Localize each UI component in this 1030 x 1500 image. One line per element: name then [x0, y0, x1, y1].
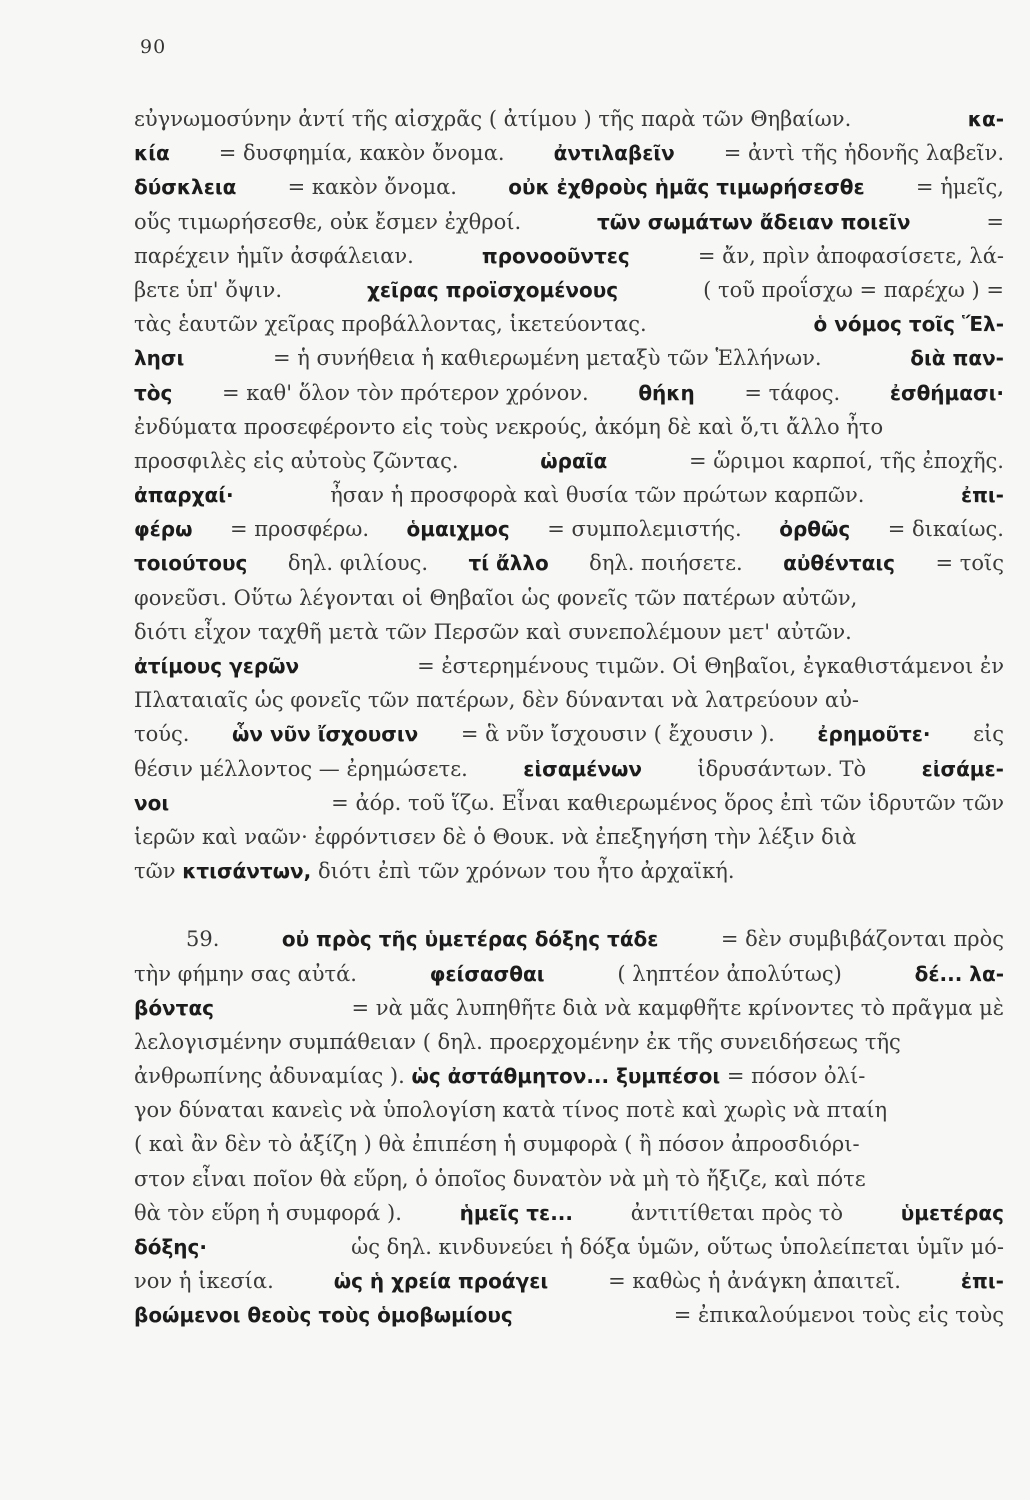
lemma-term: ὡς ἀστάθμητον... ξυμπέσοι: [411, 1064, 721, 1089]
gloss-text: = ἄν, πρὶν ἀποφασίσετε, λά-: [697, 243, 1004, 268]
text-line: [134, 1093, 1004, 1127]
text-line: [134, 1162, 1004, 1196]
gloss-text: = ἀντὶ τῆς ἡδονῆς λαβεῖν.: [723, 141, 1004, 166]
gloss-text: ἦσαν ἡ προσφορὰ καὶ θυσία τῶν πρώτων καρπῶν.: [330, 483, 865, 508]
gloss-text: ( τοῦ προΐσχω = παρέχω ) =: [703, 277, 1004, 302]
gloss-text: διότι εἶχον ταχθῆ μετὰ τῶν Περσῶν καὶ συνεπολέμουν μετ' αὐτῶν.: [134, 619, 852, 644]
lemma-term: τοιούτους: [134, 551, 248, 576]
text-line: [134, 1196, 1004, 1230]
lemma-term: αὐθένταις: [783, 551, 896, 576]
text-line: [134, 922, 1004, 956]
text-line: [134, 683, 1004, 717]
text-line: [134, 1230, 1004, 1264]
text-line: [134, 410, 1004, 444]
text-line: [134, 239, 1004, 273]
lemma-term: διὰ παν-: [910, 346, 1004, 371]
text-line: [134, 581, 1004, 615]
text-line: [134, 1264, 1004, 1298]
gloss-text: ἀνθρωπίνης ἀδυναμίας ).: [134, 1064, 405, 1089]
text-line: [134, 991, 1004, 1025]
gloss-text: = τάφος.: [744, 380, 841, 405]
lemma-term: ὁ νόμος τοῖς Ἕλ-: [813, 312, 1004, 337]
gloss-text: = δυσφημία, κακὸν ὄνομα.: [218, 141, 505, 166]
lemma-term: ἡμεῖς τε...: [459, 1200, 573, 1225]
text-line: [134, 170, 1004, 204]
lemma-term: νοι: [134, 790, 170, 815]
lemma-term: εἱσαμένων: [523, 756, 642, 781]
gloss-text: = συμπολεμιστής.: [547, 517, 742, 542]
lemma-term: τί ἄλλο: [468, 551, 549, 576]
text-line: [134, 820, 1004, 854]
gloss-text: δηλ. φιλίους.: [287, 551, 429, 576]
text-line: [134, 512, 1004, 546]
lemma-term: ὀρθῶς: [779, 517, 851, 542]
gloss-text: δηλ. ποιήσετε.: [589, 551, 743, 576]
text-line: [134, 786, 1004, 820]
gloss-text: ὡς δηλ. κινδυνεύει ἡ δόξα ὑμῶν, οὕτως ὑπολείπεται ὑμῖν μό-: [351, 1235, 1004, 1259]
gloss-text: = καθ' ὅλον τὸν πρότερον χρόνον.: [221, 380, 589, 405]
gloss-text: = ὥριμοι καρποί, τῆς ἐποχῆς.: [689, 448, 1004, 473]
text-line: [134, 752, 1004, 786]
gloss-text: βετε ὑπ' ὄψιν.: [134, 277, 282, 302]
gloss-text: = ἐστερημένους τιμῶν. Οἱ Θηβαῖοι, ἐγκαθιστάμενοι ἐν: [417, 654, 1004, 678]
lemma-term: δέ... λα-: [914, 961, 1004, 986]
commentary-text: [134, 102, 1004, 1333]
gloss-text: = δὲν συμβιβάζονται πρὸς: [720, 927, 1004, 952]
gloss-text: φονεῦσι. Οὕτω λέγονται οἱ Θηβαῖοι ὡς φονεῖς τῶν πατέρων αὐτῶν,: [134, 585, 858, 610]
text-line: [134, 1059, 1004, 1093]
lemma-term: φείσασθαι: [429, 961, 545, 986]
text-line: [134, 649, 1004, 683]
lemma-term: ὑμετέρας: [900, 1200, 1004, 1225]
gloss-text: εἰς: [973, 722, 1004, 747]
lemma-term: ἐπι-: [960, 483, 1004, 508]
gloss-text: = δικαίως.: [887, 517, 1004, 542]
text-line: [134, 1298, 1004, 1332]
text-line: [134, 1025, 1004, 1059]
gloss-text: = ἃ νῦν ἴσχουσιν ( ἔχουσιν ).: [460, 722, 775, 747]
gloss-text: = ἡμεῖς,: [915, 175, 1004, 200]
gloss-text: ( καὶ ἂν δὲν τὸ ἀξίζη ) θὰ ἐπιπέση ἡ συμφορὰ ( ἢ πόσον ἀπροσδιόρι-: [134, 1132, 860, 1157]
gloss-text: ἱερῶν καὶ ναῶν· ἐφρόντισεν δὲ ὁ Θουκ. νὰ ἐπεξηγήση τὴν λέξιν διὰ: [134, 824, 857, 849]
gloss-text: γον δύναται κανεὶς νὰ ὑπολογίση κατὰ τίνος ποτὲ καὶ χωρὶς νὰ πταίη: [134, 1098, 888, 1123]
lemma-term: ὡραῖα: [540, 448, 608, 473]
lemma-term: εἰσάμε-: [921, 756, 1004, 781]
gloss-text: τῶν: [134, 859, 176, 884]
text-line: [134, 717, 1004, 751]
gloss-text: = κακὸν ὄνομα.: [287, 175, 457, 200]
text-line: [134, 957, 1004, 991]
lemma-term: λησι: [134, 346, 185, 371]
text-line: [134, 444, 1004, 478]
lemma-term: ἐσθήμασι·: [889, 380, 1004, 405]
lemma-term: ἀπαρχαί·: [134, 483, 234, 508]
lemma-term: θήκη: [638, 380, 695, 405]
gloss-text: = καθὼς ἡ ἀνάγκη ἀπαιτεῖ.: [608, 1269, 901, 1294]
gloss-text: παρέχειν ἡμῖν ἀσφάλειαν.: [134, 243, 414, 268]
lemma-term: κία: [134, 141, 170, 166]
gloss-text: = ἡ συνήθεια ἡ καθιερωμένη μεταξὺ τῶν Ἑλλήνων.: [272, 346, 822, 371]
text-line: [134, 205, 1004, 239]
text-line: [134, 478, 1004, 512]
page-number: 90: [140, 36, 167, 58]
lemma-term: φέρω: [134, 517, 193, 542]
gloss-text: Πλαταιαῖς ὡς φονεῖς τῶν πατέρων, δὲν δύνανται νὰ λατρεύουν αὐ-: [134, 688, 859, 713]
lemma-term: ὁμαιχμος: [406, 517, 510, 542]
gloss-text: λελογισμένην συμπάθειαν ( δηλ. προερχομένην ἐκ τῆς συνειδήσεως τῆς: [134, 1029, 901, 1054]
gloss-text: =: [986, 209, 1004, 234]
gloss-text: τούς.: [134, 722, 190, 747]
gloss-text: θὰ τὸν εὕρη ἡ συμφορά ).: [134, 1200, 402, 1225]
gloss-text: = πόσον ὀλί-: [726, 1064, 866, 1089]
lemma-term: οὐ πρὸς τῆς ὑμετέρας δόξης τάδε: [281, 927, 659, 952]
gloss-text: ἱδρυσάντων. Τὸ: [697, 756, 867, 781]
lemma-term: ὡς ἡ χρεία προάγει: [333, 1269, 549, 1294]
text-line: [134, 341, 1004, 375]
lemma-term: τῶν σωμάτων ἄδειαν ποιεῖν: [597, 209, 911, 234]
gloss-text: = ἐπικαλούμενοι τοὺς εἰς τοὺς: [673, 1303, 1004, 1328]
text-line: [134, 136, 1004, 170]
lemma-term: ἐπι-: [960, 1269, 1004, 1294]
text-line: [134, 546, 1004, 580]
gloss-text: 59.: [186, 927, 220, 952]
gloss-text: ἀντιτίθεται πρὸς τὸ: [630, 1200, 844, 1225]
gloss-text: = προσφέρω.: [229, 517, 370, 542]
lemma-term: δύσκλεια: [134, 175, 237, 200]
gloss-text: = τοῖς: [935, 551, 1004, 576]
gloss-text: προσφιλὲς εἰς αὐτοὺς ζῶντας.: [134, 448, 459, 473]
gloss-text: τὴν φήμην σας αὐτά.: [134, 961, 357, 986]
text-line: [134, 854, 1004, 888]
lemma-term: κτισάντων,: [182, 859, 312, 884]
lemma-term: τὸς: [134, 380, 173, 405]
lemma-term: προνοοῦντες: [481, 243, 630, 268]
gloss-text: θέσιν μέλλοντος — ἐρημώσετε.: [134, 756, 468, 781]
lemma-term: βοώμενοι θεοὺς τοὺς ὁμοβωμίους: [134, 1303, 513, 1328]
gloss-text: τὰς ἑαυτῶν χεῖρας προβάλλοντας, ἱκετεύοντας.: [134, 312, 647, 337]
gloss-text: διότι ἐπὶ τῶν χρόνων του ἦτο ἀρχαϊκή.: [317, 859, 735, 884]
lemma-term: δόξης·: [134, 1235, 207, 1259]
gloss-text: νον ἡ ἱκεσία.: [134, 1269, 274, 1294]
text-line: [134, 102, 1004, 136]
text-line: [134, 376, 1004, 410]
gloss-text: = ἀόρ. τοῦ ἵζω. Εἶναι καθιερωμένος ὅρος ἐπὶ τῶν ἱδρυτῶν τῶν: [331, 790, 1004, 815]
text-line: [134, 307, 1004, 341]
lemma-term: οὐκ ἐχθροὺς ἡμᾶς τιμωρήσεσθε: [508, 175, 865, 200]
gloss-text: = νὰ μᾶς λυπηθῆτε διὰ νὰ καμφθῆτε κρίνοντες τὸ πρᾶγμα μὲ: [351, 995, 1004, 1020]
text-line: [134, 1127, 1004, 1161]
gloss-text: στον εἶναι ποῖον θὰ εὕρη, ὁ ὁποῖος δυνατὸν νὰ μὴ τὸ ἤξιζε, καὶ πότε: [134, 1166, 866, 1191]
lemma-term: κα-: [967, 107, 1004, 131]
lemma-term: χεῖρας προϊσχομένους: [366, 277, 619, 302]
gloss-text: οὕς τιμωρήσεσθε, οὐκ ἔσμεν ἐχθροί.: [134, 209, 522, 234]
text-line: [134, 273, 1004, 307]
lemma-term: ἀτίμους γερῶν: [134, 654, 300, 678]
lemma-term: ὧν νῦν ἴσχουσιν: [232, 722, 419, 747]
lemma-term: ἐρημοῦτε·: [817, 722, 931, 747]
gloss-text: εὐγνωμοσύνην ἀντί τῆς αἰσχρᾶς ( ἀτίμου ) τῆς παρὰ τῶν Θηβαίων.: [134, 107, 852, 131]
text-line: [134, 615, 1004, 649]
gloss-text: ἐνδύματα προσεφέροντο εἰς τοὺς νεκρούς, ἀκόμη δὲ καὶ ὅ,τι ἄλλο ἦτο: [134, 414, 884, 439]
lemma-term: ἀντιλαβεῖν: [553, 141, 675, 166]
lemma-term: βόντας: [134, 995, 215, 1020]
gloss-text: ( ληπτέον ἀπολύτως): [617, 961, 842, 986]
